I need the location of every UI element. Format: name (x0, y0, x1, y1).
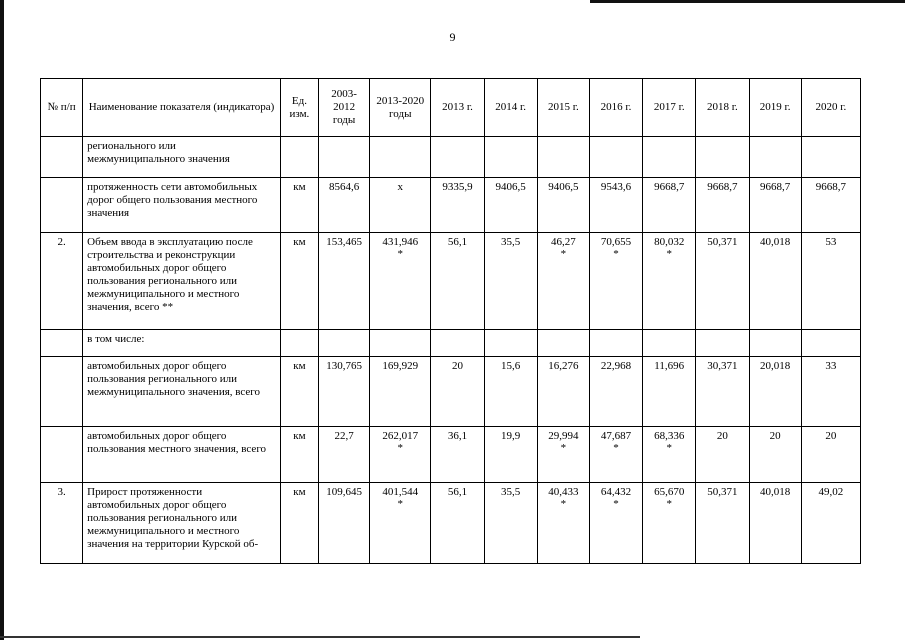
header-cell: 2013 г. (431, 79, 484, 137)
value-cell (537, 178, 589, 233)
table-row (41, 233, 861, 330)
table-row (41, 357, 861, 427)
footnote-star: * (397, 442, 404, 454)
unit-cell (280, 330, 318, 357)
value-cell (484, 357, 537, 427)
value-cell (484, 137, 537, 178)
footnote-star: * (613, 248, 619, 260)
value-cell (801, 233, 860, 330)
value-cell (370, 427, 431, 483)
value-text: 109,645 (326, 486, 362, 498)
value-text: 40,018 (759, 236, 791, 248)
value-cell (431, 427, 484, 483)
value-cell (484, 178, 537, 233)
value-text: 130,765 (326, 360, 362, 372)
value-text: 153,465 (326, 236, 362, 248)
value-text: 20,018 (759, 360, 791, 372)
value-cell (318, 483, 369, 564)
value-text: 8564,6 (328, 181, 360, 193)
value-cell (589, 330, 642, 357)
value-cell (537, 137, 589, 178)
value-text: 33 (825, 360, 837, 372)
value-cell (749, 178, 801, 233)
value-cell (643, 178, 696, 233)
value-cell (484, 427, 537, 483)
unit-cell: км (280, 483, 318, 564)
value-cell (749, 427, 801, 483)
footnote-star: * (666, 498, 672, 510)
value-cell (696, 137, 749, 178)
value-cell (318, 357, 369, 427)
footnote-star: * (560, 498, 567, 510)
header-cell: 2018 г. (696, 79, 749, 137)
value-text: 22,7 (334, 430, 354, 442)
value-cell (537, 483, 589, 564)
footnote-star: * (560, 442, 567, 454)
value-cell (431, 137, 484, 178)
value-cell (537, 427, 589, 483)
value-cell (589, 137, 642, 178)
value-text: 35,5 (501, 486, 521, 498)
value-cell (749, 233, 801, 330)
indicator-name: автомобильных дорог общего пользования местного значения, всего (83, 427, 281, 483)
value-text: 9406,5 (548, 181, 579, 193)
unit-cell: км (280, 233, 318, 330)
value-text: 65,670 (654, 486, 685, 498)
value-text: 20 (451, 360, 463, 372)
value-text: 56,1 (447, 236, 468, 248)
indicator-name: Прирост протяженности автомобильных дорог общего пользования регионального или межмуниципального и местного значения на территории Курской об- (83, 483, 281, 564)
unit-cell: км (280, 357, 318, 427)
value-text: х (397, 181, 404, 193)
value-cell (801, 483, 860, 564)
table-row (41, 137, 861, 178)
value-cell (589, 233, 642, 330)
value-text: 9668,7 (707, 181, 738, 193)
value-text: 49,02 (818, 486, 844, 498)
unit-cell: км (280, 178, 318, 233)
value-cell (370, 330, 431, 357)
header-cell: 2020 г. (801, 79, 860, 137)
value-text: 9668,7 (759, 181, 791, 193)
value-cell (643, 233, 696, 330)
header-row (41, 79, 861, 137)
footnote-star: * (397, 498, 404, 510)
value-cell (801, 137, 860, 178)
header-cell: 2015 г. (537, 79, 589, 137)
value-cell (749, 483, 801, 564)
value-text: 70,655 (600, 236, 632, 248)
row-number: 3. (41, 483, 83, 564)
value-cell (370, 178, 431, 233)
table-row (41, 330, 861, 357)
header-cell: 2016 г. (589, 79, 642, 137)
value-cell (801, 330, 860, 357)
value-text: 11,696 (654, 360, 685, 372)
scan-edge-top (590, 0, 905, 3)
scan-edge-left (0, 0, 4, 640)
value-text: 15,6 (501, 360, 521, 372)
footnote-star: * (666, 248, 672, 260)
value-text: 401,544 (382, 486, 419, 498)
value-text: 56,1 (447, 486, 468, 498)
value-text: 40,433 (548, 486, 579, 498)
value-cell (643, 483, 696, 564)
value-text: 53 (825, 236, 837, 248)
value-text: 36,1 (447, 430, 468, 442)
value-cell (643, 137, 696, 178)
value-cell (696, 330, 749, 357)
row-number (41, 330, 83, 357)
value-cell (696, 233, 749, 330)
value-cell (589, 178, 642, 233)
header-cell: 2003-2012 годы (318, 79, 369, 137)
row-number: 2. (41, 233, 83, 330)
value-text: 47,687 (600, 430, 632, 442)
footnote-star: * (666, 442, 672, 454)
row-number (41, 427, 83, 483)
value-text: 9406,5 (495, 181, 526, 193)
value-cell (537, 357, 589, 427)
value-text: 50,371 (707, 236, 738, 248)
indicator-name: Объем ввода в эксплуатацию после строительства и реконструкции автомобильных дорог общего пользования регионального или межмуниципального и местного значения, всего ** (83, 233, 281, 330)
indicators-table (40, 78, 861, 564)
table-body (41, 137, 861, 564)
page-number: 9 (449, 30, 456, 44)
value-cell (431, 178, 484, 233)
value-cell (643, 330, 696, 357)
value-text: 16,276 (548, 360, 579, 372)
value-cell (696, 483, 749, 564)
indicator-name: в том числе: (83, 330, 281, 357)
value-text: 20 (716, 430, 728, 442)
footnote-star: * (613, 442, 619, 454)
header-cell: Наименование показателя (индикатора) (83, 79, 281, 137)
value-text: 9668,7 (654, 181, 685, 193)
value-text: 68,336 (654, 430, 685, 442)
indicator-name: автомобильных дорог общего пользования регионального или межмуниципального значения, всего (83, 357, 281, 427)
footnote-star: * (613, 498, 619, 510)
indicator-name: протяженность сети автомобильных дорог общего пользования местного значения (83, 178, 281, 233)
scan-edge-bottom (0, 636, 640, 638)
value-cell (318, 178, 369, 233)
value-text: 9335,9 (442, 181, 473, 193)
unit-cell: км (280, 427, 318, 483)
value-cell (696, 357, 749, 427)
value-cell (749, 330, 801, 357)
value-cell (370, 233, 431, 330)
value-text: 20 (769, 430, 781, 442)
value-cell (318, 233, 369, 330)
value-cell (696, 427, 749, 483)
header-cell: 2017 г. (643, 79, 696, 137)
header-cell: 2014 г. (484, 79, 537, 137)
value-text: 9668,7 (815, 181, 846, 193)
value-cell (537, 233, 589, 330)
value-cell (537, 330, 589, 357)
value-text: 30,371 (707, 360, 738, 372)
value-cell (370, 137, 431, 178)
value-cell (749, 137, 801, 178)
footnote-star: * (560, 248, 567, 260)
row-number (41, 137, 83, 178)
value-text: 262,017 (382, 430, 419, 442)
value-cell (749, 357, 801, 427)
value-text: 50,371 (707, 486, 738, 498)
value-cell (484, 330, 537, 357)
header-cell: № п/п (41, 79, 83, 137)
value-cell (643, 357, 696, 427)
value-cell (643, 427, 696, 483)
unit-cell (280, 137, 318, 178)
value-text: 169,929 (382, 360, 419, 372)
value-cell (589, 357, 642, 427)
header-cell: 2019 г. (749, 79, 801, 137)
value-cell (318, 330, 369, 357)
value-cell (484, 233, 537, 330)
value-cell (431, 357, 484, 427)
table-row (41, 483, 861, 564)
value-text: 20 (825, 430, 837, 442)
value-text: 29,994 (548, 430, 579, 442)
value-text: 40,018 (759, 486, 791, 498)
value-cell (431, 483, 484, 564)
value-text: 19,9 (501, 430, 521, 442)
value-cell (431, 330, 484, 357)
value-cell (318, 427, 369, 483)
row-number (41, 357, 83, 427)
indicator-name: регионального или межмуниципального значения (83, 137, 281, 178)
header-cell: 2013-2020 годы (370, 79, 431, 137)
table-row (41, 427, 861, 483)
value-cell (801, 178, 860, 233)
value-text: 80,032 (654, 236, 685, 248)
header-cell: Ед. изм. (280, 79, 318, 137)
value-cell (370, 357, 431, 427)
value-cell (696, 178, 749, 233)
row-number (41, 178, 83, 233)
value-text: 431,946 (382, 236, 419, 248)
value-cell (318, 137, 369, 178)
value-cell (431, 233, 484, 330)
value-cell (589, 427, 642, 483)
value-cell (801, 357, 860, 427)
value-cell (589, 483, 642, 564)
value-cell (370, 483, 431, 564)
footnote-star: * (397, 248, 404, 260)
value-text: 64,432 (600, 486, 632, 498)
value-text: 22,968 (600, 360, 632, 372)
table-row (41, 178, 861, 233)
value-text: 9543,6 (600, 181, 632, 193)
value-cell (484, 483, 537, 564)
value-text: 35,5 (501, 236, 521, 248)
value-cell (801, 427, 860, 483)
value-text: 46,27 (550, 236, 576, 248)
